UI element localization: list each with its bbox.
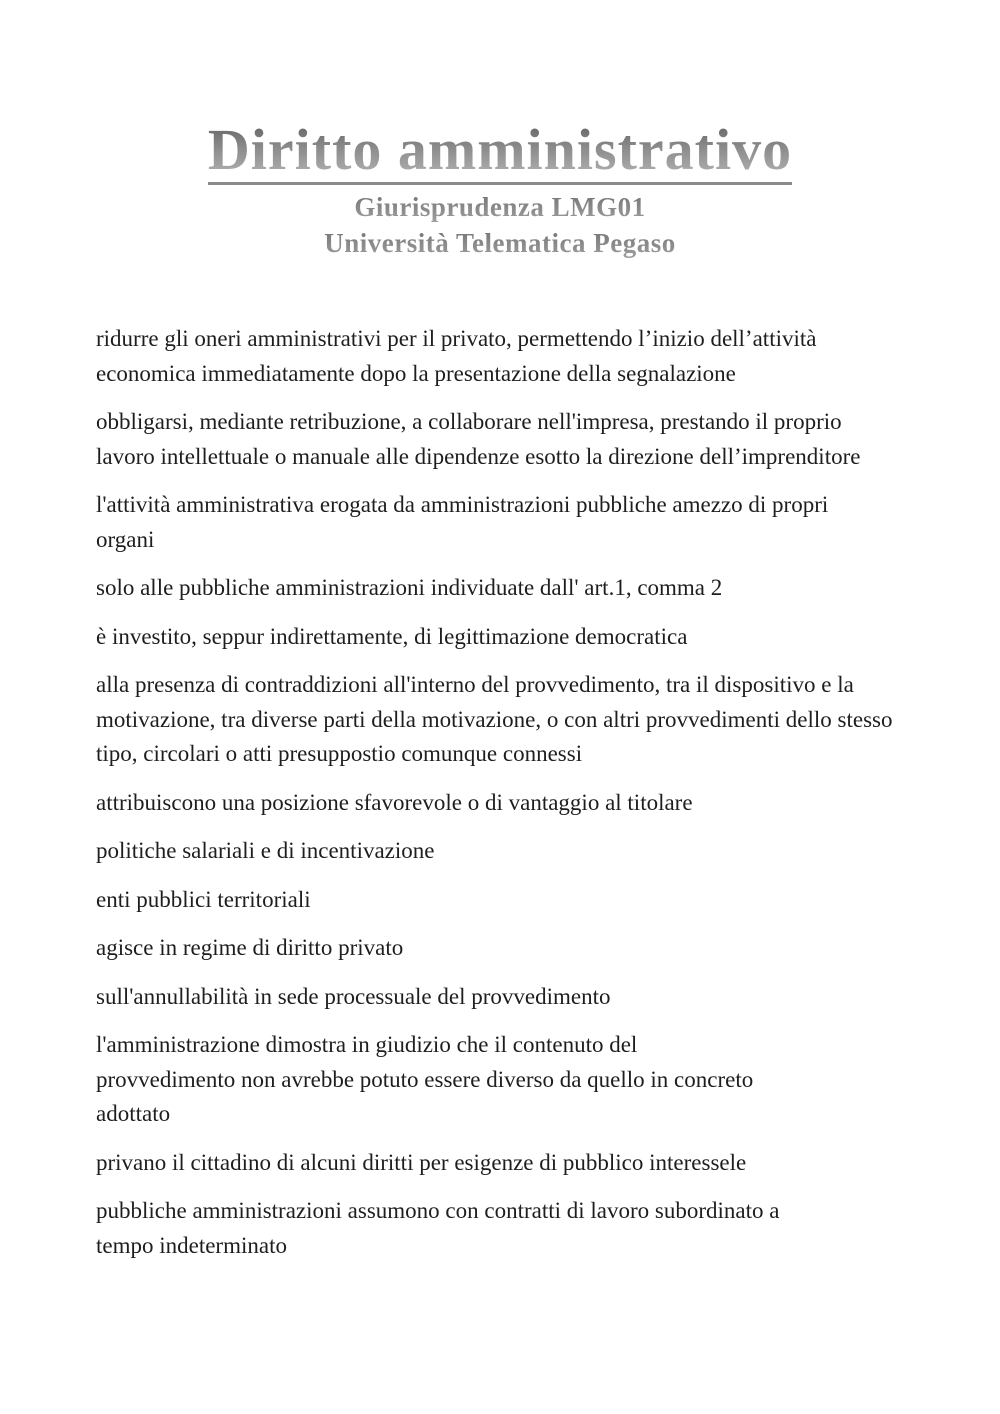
- answer-item: pubbliche amministrazioni assumono con contratti di lavoro subordinato a tempo indeterminato: [96, 1198, 780, 1258]
- answer-item: alla presenza di contraddizioni all'interno del provvedimento, tra il dispositivo e la motivazione, tra diverse parti della motivazione, o con altri provvedimenti dello stesso tipo, circolari o atti presuppostio comunque connessi: [96, 672, 893, 766]
- course-name: Giurisprudenza LMG01: [0, 189, 1000, 225]
- answer-item: è investito, seppur indirettamente, di legittimazione democratica: [96, 623, 688, 649]
- document-title: Diritto amministrativo: [208, 118, 792, 185]
- answer-list: [96, 322, 896, 1277]
- answer-item: politiche salariali e di incentivazione: [96, 838, 435, 863]
- answer-item: enti pubblici territoriali: [96, 886, 311, 912]
- answer-item: sull'annullabilità in sede processuale del provvedimento: [96, 983, 611, 1009]
- answer-item: privano il cittadino di alcuni diritti per esigenze di pubblico interessele: [96, 1149, 747, 1175]
- answer-item: l'attività amministrativa erogata da amministrazioni pubbliche amezzo di propri organi: [96, 492, 829, 552]
- answer-item: solo alle pubbliche amministrazioni individuate dall' art.1, comma 2: [96, 575, 723, 600]
- answer-item: agisce in regime di diritto privato: [96, 935, 404, 960]
- university-name: Università Telematica Pegaso: [0, 225, 1000, 261]
- answer-item: obbligarsi, mediante retribuzione, a collaborare nell'impresa, prestando il proprio lavoro intellettuale o manuale alle dipendenze esotto la direzione dell’imprenditore: [96, 409, 861, 469]
- title-wrapper: [0, 118, 1000, 185]
- answer-item: attribuiscono una posizione sfavorevole o di vantaggio al titolare: [96, 789, 693, 815]
- answer-item: l'amministrazione dimostra in giudizio che il contenuto del provvedimento non avrebbe potuto essere diverso da quello in concreto adottato: [96, 1032, 754, 1126]
- answer-item: ridurre gli oneri amministrativi per il privato, permettendo l’inizio dell’attività economica immediatamente dopo la presentazione della segnalazione: [96, 326, 817, 386]
- document-header: [0, 118, 1000, 261]
